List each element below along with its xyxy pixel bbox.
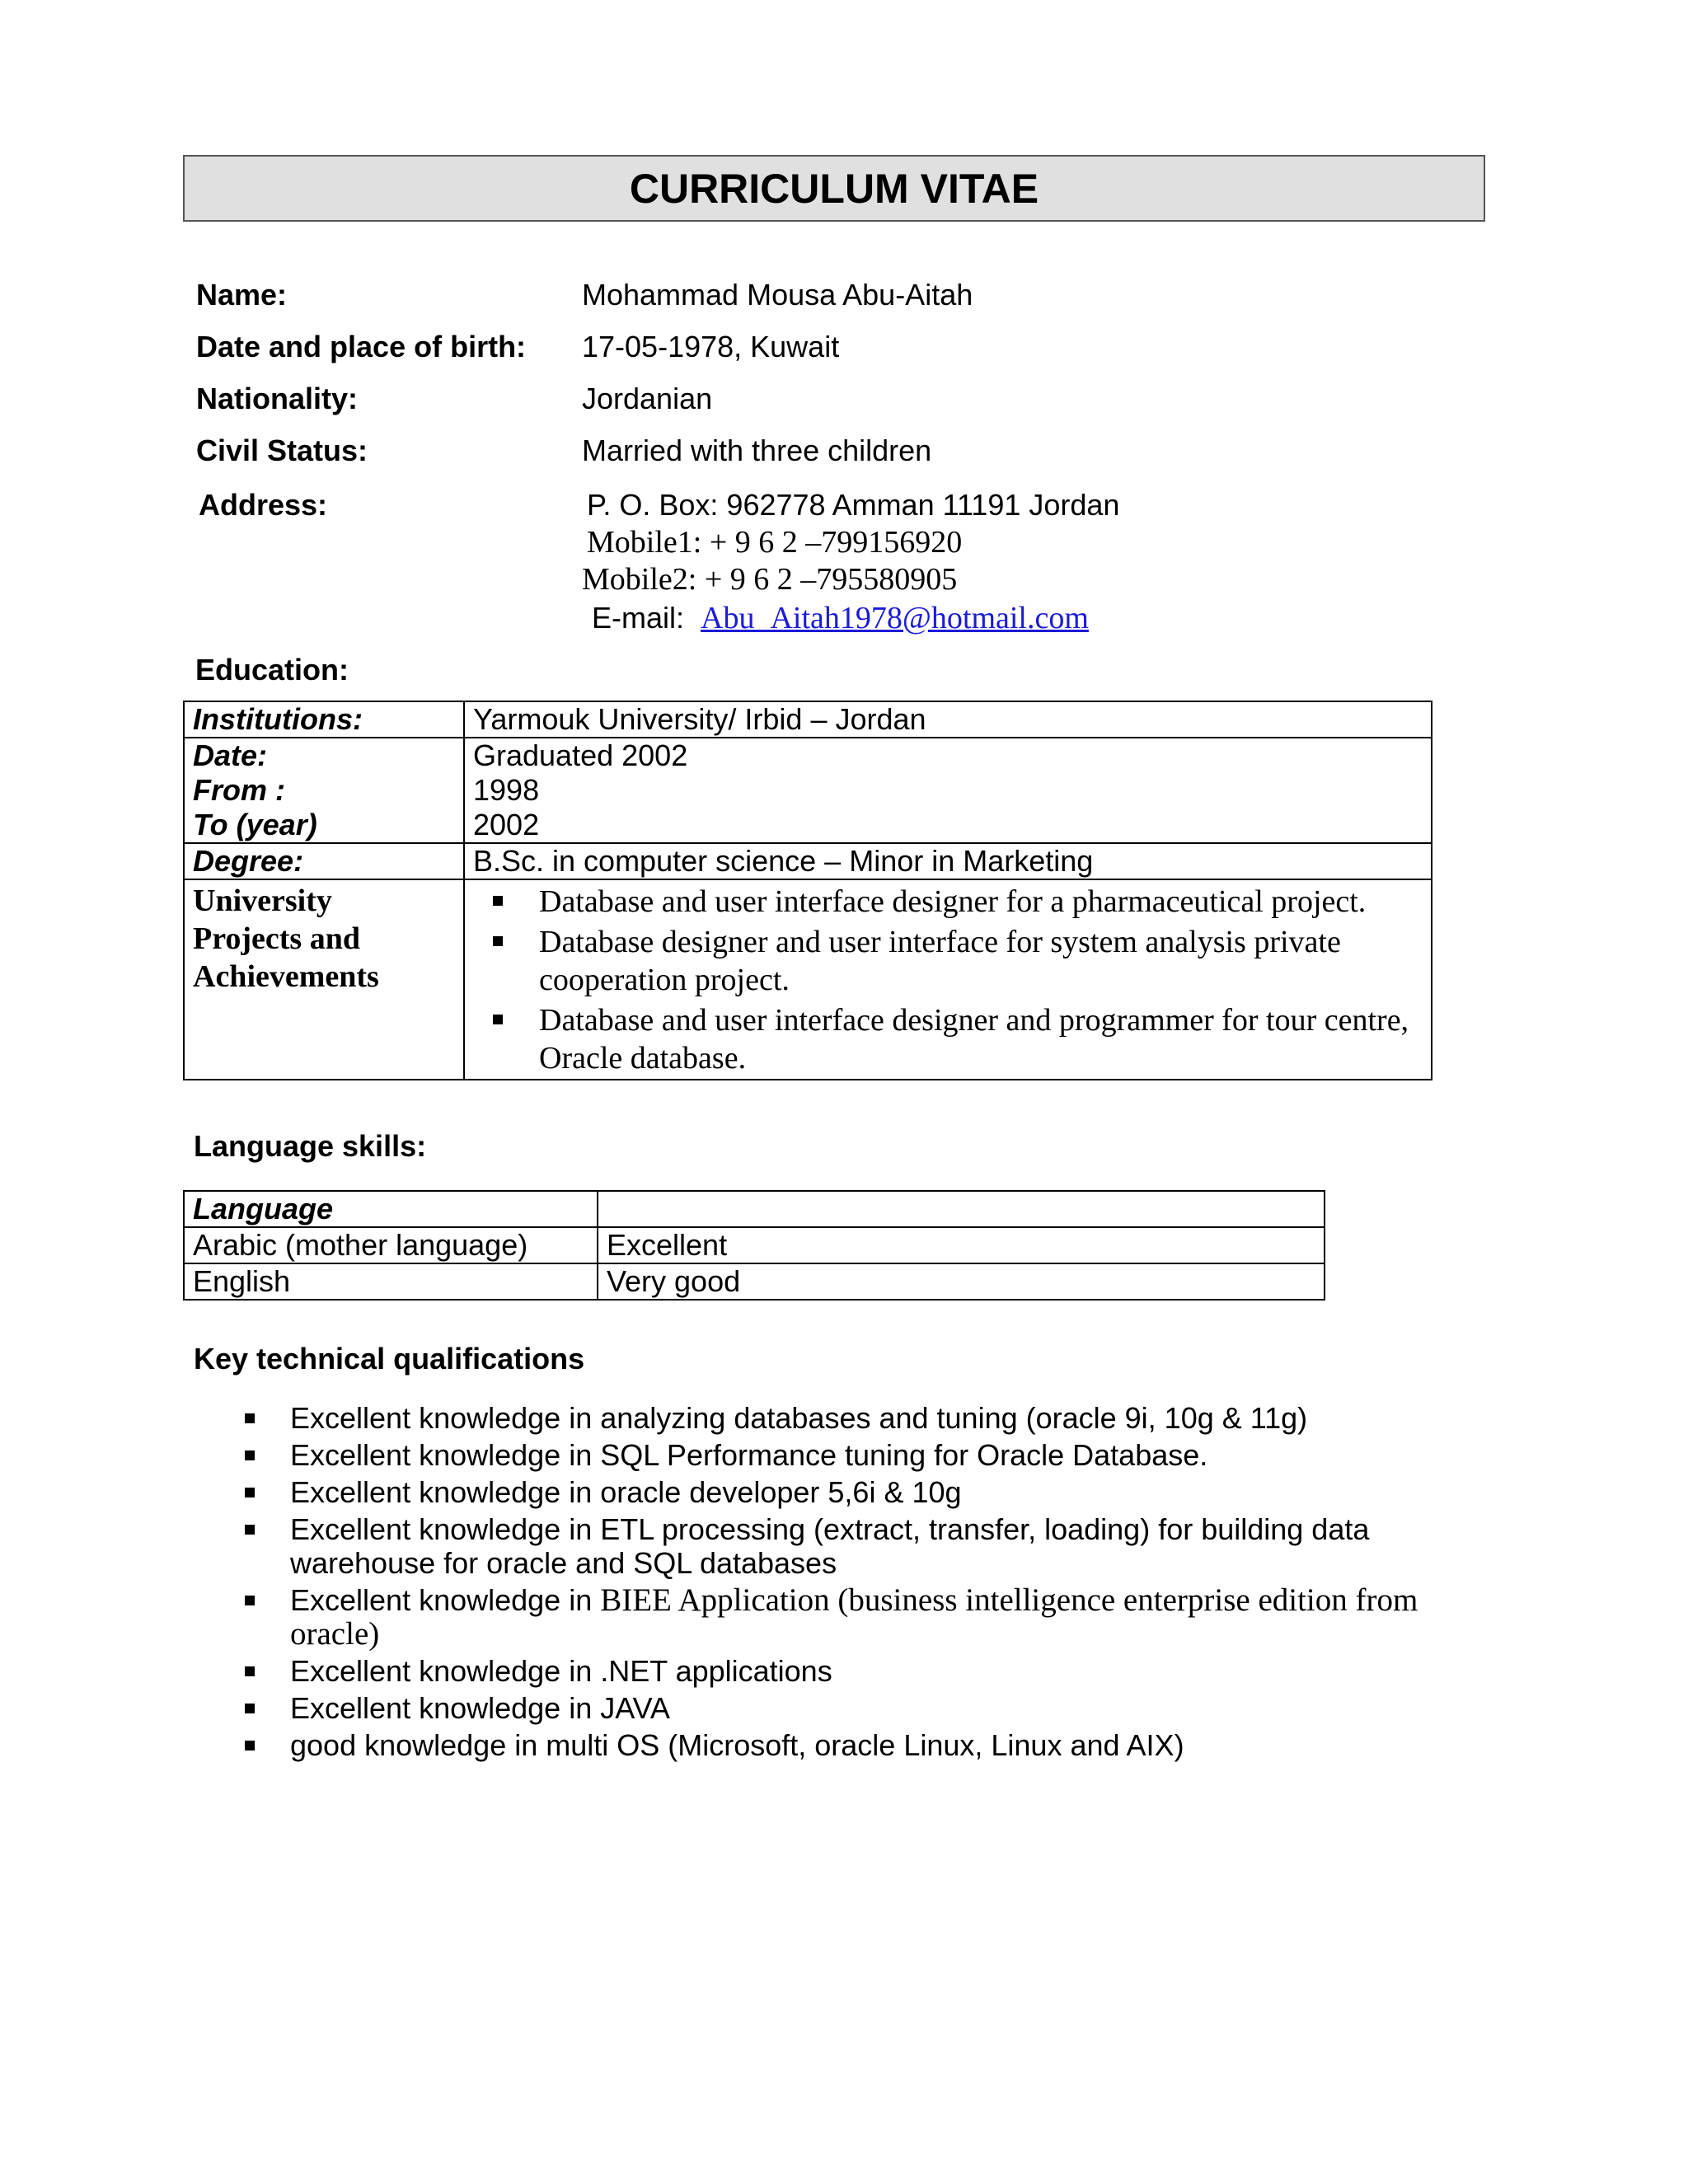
level-cell: Very good bbox=[598, 1263, 1325, 1300]
list-item: Excellent knowledge in oracle developer 5,6i & 10g bbox=[290, 1475, 1477, 1509]
degree-label: Degree: bbox=[184, 843, 464, 879]
nationality-value: Jordanian bbox=[582, 382, 713, 415]
address-label: Address: bbox=[199, 488, 328, 522]
table-row bbox=[184, 1263, 1325, 1300]
language-cell: English bbox=[184, 1263, 598, 1300]
level-header bbox=[598, 1191, 1325, 1227]
table-row bbox=[184, 1227, 1325, 1263]
date-label: Date: bbox=[193, 738, 268, 772]
table-row bbox=[184, 843, 1432, 879]
education-heading: Education: bbox=[195, 653, 349, 687]
projects-label-line: Achievements bbox=[193, 959, 379, 994]
projects-label-line: University bbox=[193, 883, 332, 918]
table-row bbox=[184, 879, 1432, 1080]
to-label: To (year) bbox=[193, 808, 317, 841]
name-value: Mohammad Mousa Abu-Aitah bbox=[582, 278, 973, 312]
qualification-prefix: Excellent knowledge in bbox=[290, 1583, 601, 1617]
projects-label-line: Projects and bbox=[193, 921, 360, 956]
nationality-label: Nationality: bbox=[196, 382, 359, 415]
cv-title: CURRICULUM VITAE bbox=[183, 155, 1485, 222]
address-value: P. O. Box: 962778 Amman 11191 Jordan bbox=[587, 488, 1120, 522]
mobile1-value: Mobile1: + 9 6 2 –799156920 bbox=[587, 525, 963, 560]
list-item bbox=[290, 1583, 1477, 1651]
education-table bbox=[183, 701, 1432, 1080]
language-skills-heading: Language skills: bbox=[194, 1129, 427, 1163]
from-label: From : bbox=[193, 773, 285, 807]
table-row bbox=[184, 701, 1432, 738]
institutions-value: Yarmouk University/ Irbid – Jordan bbox=[464, 701, 1432, 738]
birth-value: 17-05-1978, Kuwait bbox=[582, 330, 840, 363]
projects-label-cell bbox=[184, 879, 464, 1080]
biee-text: BIEE Application (business intelligence enterprise edition from oracle) bbox=[290, 1582, 1418, 1652]
projects-list bbox=[473, 883, 1423, 1077]
list-item: Database and user interface designer and programmer for tour centre, Oracle database. bbox=[539, 1001, 1423, 1077]
language-header: Language bbox=[184, 1191, 598, 1227]
degree-value: B.Sc. in computer science – Minor in Marketing bbox=[464, 843, 1432, 879]
name-label: Name: bbox=[196, 278, 288, 312]
from-value: 1998 bbox=[473, 773, 540, 807]
date-value: Graduated 2002 bbox=[473, 738, 688, 772]
language-cell: Arabic (mother language) bbox=[184, 1227, 598, 1263]
list-item: Excellent knowledge in .NET applications bbox=[290, 1654, 1477, 1688]
civil-status-value: Married with three children bbox=[582, 434, 932, 467]
email-label: E-mail: bbox=[592, 601, 685, 635]
email-link[interactable]: Abu_Aitah1978@hotmail.com bbox=[701, 601, 1089, 635]
institutions-label: Institutions: bbox=[184, 701, 464, 738]
civil-status-label: Civil Status: bbox=[196, 434, 368, 467]
level-cell: Excellent bbox=[598, 1227, 1325, 1263]
table-row bbox=[184, 738, 1432, 843]
qualifications-list bbox=[290, 1401, 1477, 1765]
list-item: Excellent knowledge in analyzing databases and tuning (oracle 9i, 10g & 11g) bbox=[290, 1401, 1477, 1435]
qualifications-heading: Key technical qualifications bbox=[194, 1342, 585, 1376]
language-table bbox=[183, 1190, 1325, 1301]
birth-label: Date and place of birth: bbox=[196, 330, 527, 363]
email-row bbox=[592, 600, 1089, 636]
list-item: Excellent knowledge in JAVA bbox=[290, 1691, 1477, 1725]
dates-label-cell bbox=[184, 738, 464, 843]
projects-cell bbox=[464, 879, 1432, 1080]
mobile2-value: Mobile2: + 9 6 2 –795580905 bbox=[582, 562, 958, 597]
table-row bbox=[184, 1191, 1325, 1227]
to-value: 2002 bbox=[473, 808, 540, 841]
dates-value-cell bbox=[464, 738, 1432, 843]
list-item: Excellent knowledge in SQL Performance tuning for Oracle Database. bbox=[290, 1438, 1477, 1472]
list-item: good knowledge in multi OS (Microsoft, oracle Linux, Linux and AIX) bbox=[290, 1728, 1477, 1762]
list-item: Database designer and user interface for system analysis private cooperation project. bbox=[539, 923, 1423, 999]
list-item: Excellent knowledge in ETL processing (extract, transfer, loading) for building data warehouse for oracle and SQL databases bbox=[290, 1512, 1477, 1580]
list-item: Database and user interface designer for a pharmaceutical project. bbox=[539, 883, 1423, 921]
